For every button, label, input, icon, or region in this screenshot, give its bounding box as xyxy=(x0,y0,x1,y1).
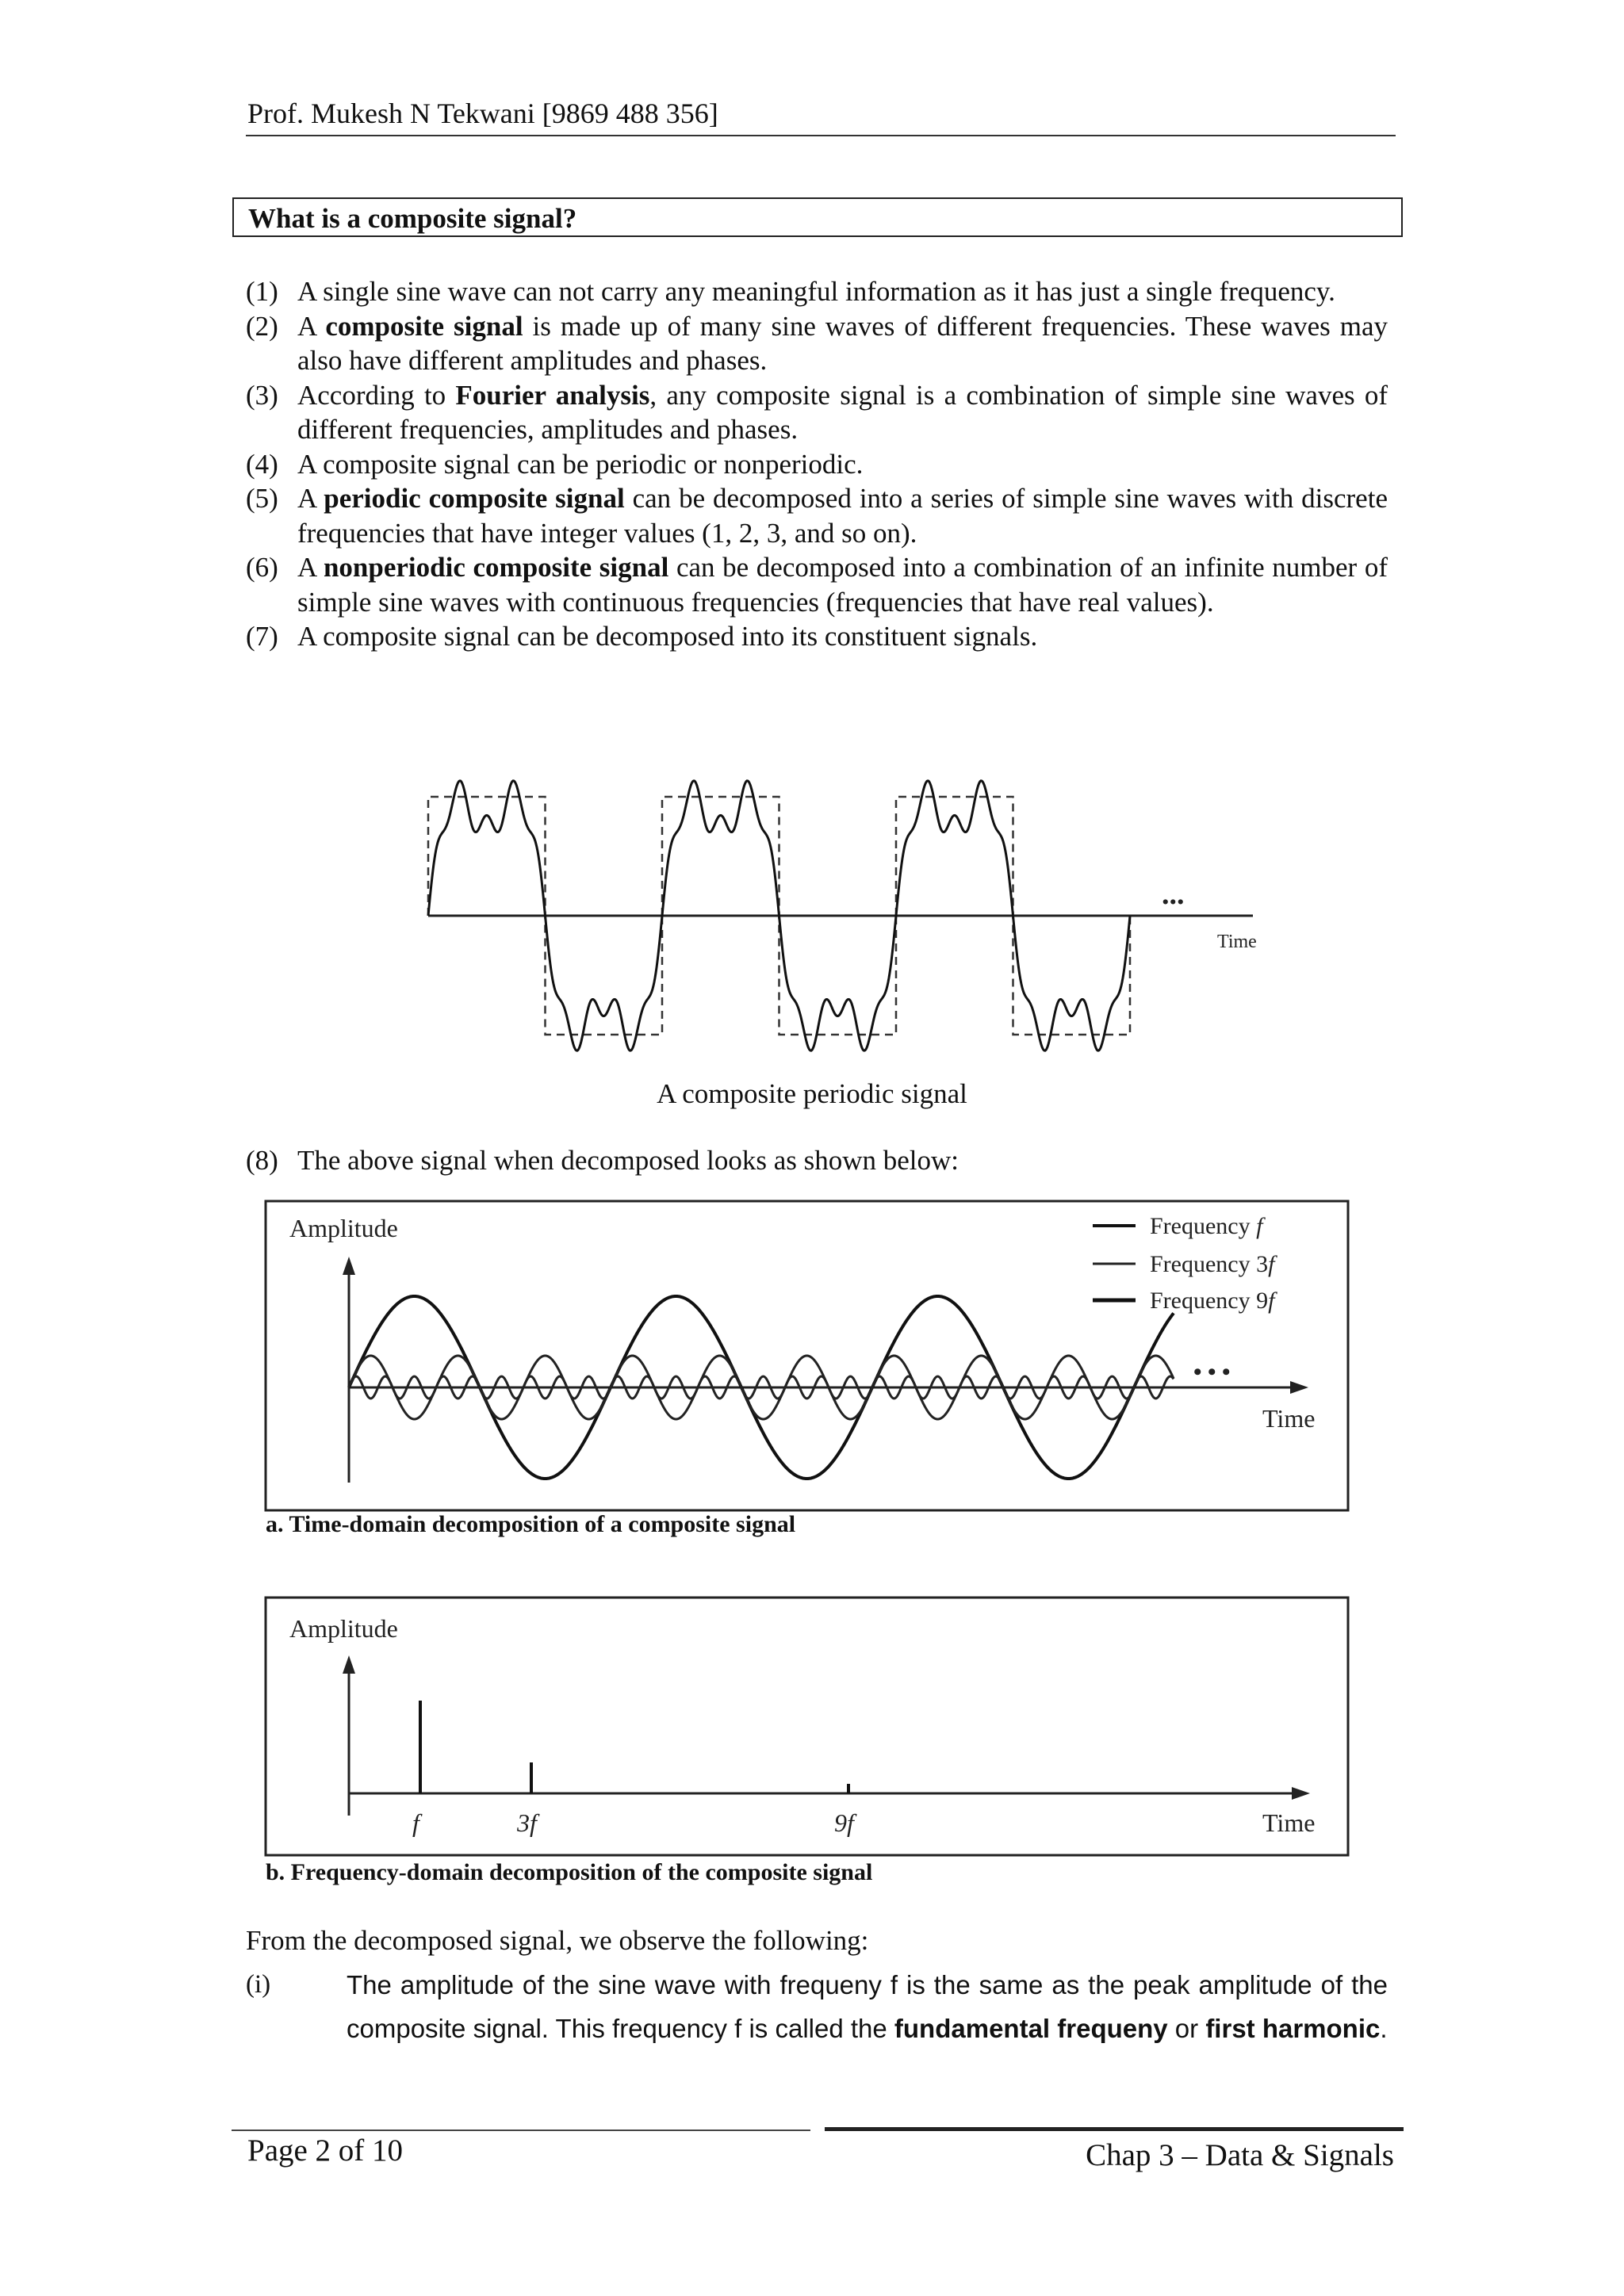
legend-entry-3f: Frequency 3f xyxy=(1150,1251,1275,1277)
list-item xyxy=(246,447,1388,482)
item-text: A composite signal can be decomposed into its constituent signals. xyxy=(297,621,1038,652)
tick-label-f: f xyxy=(412,1808,419,1837)
item-number: (i) xyxy=(246,1970,271,1999)
observation-intro: From the decomposed signal, we observe the following: xyxy=(246,1925,869,1956)
item-text-post: can be decomposed into a series of simple sine waves with discrete frequencies that have integer values (1, 2, 3, and so on). xyxy=(297,483,1388,549)
frequency-domain-figure xyxy=(262,1594,1356,1863)
figure-frame xyxy=(266,1598,1348,1855)
list-item xyxy=(246,378,1388,447)
time-axis-label: Time xyxy=(1262,1808,1316,1837)
item-text: The above signal when decomposed looks as shown below: xyxy=(297,1145,959,1176)
figure1-caption: A composite periodic signal xyxy=(657,1078,967,1109)
observation-item xyxy=(246,1963,1388,2050)
item-bold-term: Fourier analysis xyxy=(455,379,650,411)
legend-entry-9f: Frequency 9f xyxy=(1150,1288,1275,1314)
item-text: A composite signal can be periodic or nonperiodic. xyxy=(297,448,864,480)
figure2-caption: a. Time-domain decomposition of a composite signal xyxy=(266,1511,796,1537)
time-domain-figure xyxy=(262,1197,1356,1530)
observation-text xyxy=(347,1963,1388,2050)
list-item xyxy=(246,481,1388,550)
observation-bold-term: fundamental frequeny xyxy=(894,2014,1168,2043)
chapter-title: Chap 3 – Data & Signals xyxy=(1086,2138,1394,2172)
time-axis-label: Time xyxy=(1217,932,1257,952)
item-number: (5) xyxy=(246,483,278,514)
amplitude-label: Amplitude xyxy=(289,1614,398,1643)
item-text-pre: A xyxy=(297,552,324,583)
ellipsis-text: ... xyxy=(1162,878,1185,911)
composite-signal-figure xyxy=(412,745,1285,1078)
observation-text-post: . xyxy=(1380,2014,1388,2043)
observation-text-mid: or xyxy=(1167,2014,1206,2043)
list-item xyxy=(246,1145,959,1177)
list-item xyxy=(246,309,1388,378)
item-bold-term: nonperiodic composite signal xyxy=(323,552,669,583)
figure3-caption: b. Frequency-domain decomposition of the composite signal xyxy=(266,1859,873,1885)
item-number: (3) xyxy=(246,379,278,411)
footer-rule xyxy=(825,2127,1404,2131)
item-text-post: , any composite signal is a combination of simple sine waves of different frequencies, amplitudes and phases. xyxy=(297,379,1388,445)
tick-label-3f: 3f xyxy=(517,1808,537,1837)
item-number: (4) xyxy=(246,448,278,480)
item-text-post: is made up of many sine waves of different frequencies. These waves may also have different amplitudes and phases. xyxy=(297,310,1388,376)
time-axis-label: Time xyxy=(1262,1404,1316,1433)
list-item xyxy=(246,274,1388,309)
footer-rule xyxy=(232,2130,810,2131)
item-text-pre: A xyxy=(297,483,324,514)
item-number: (1) xyxy=(246,276,278,307)
tick-label-9f: 9f xyxy=(834,1808,854,1837)
ellipsis-text: • • • xyxy=(1193,1359,1231,1385)
item-text: A single sine wave can not carry any meaningful information as it has just a single frequency. xyxy=(297,276,1335,307)
observation-bold-term: first harmonic xyxy=(1205,2014,1381,2043)
amplitude-label: Amplitude xyxy=(289,1214,398,1242)
item-bold-term: periodic composite signal xyxy=(324,483,625,514)
item-number: (6) xyxy=(246,552,278,583)
observation-text-pre: The amplitude of the sine wave with frequeny f is the same as the peak amplitude of the composite signal. This frequency f is called the xyxy=(347,1970,1388,2043)
list-item xyxy=(246,550,1388,619)
item-text-pre: A xyxy=(297,310,326,342)
item-text-pre: According to xyxy=(297,379,456,411)
item-text-post: can be decomposed into a combination of an infinite number of simple sine waves with continuous frequencies (frequencies that have real values). xyxy=(297,552,1388,618)
item-number: (7) xyxy=(246,621,278,652)
page-number: Page 2 of 10 xyxy=(247,2133,404,2168)
point-list xyxy=(246,274,1388,654)
header-rule xyxy=(246,135,1396,136)
item-number: (8) xyxy=(246,1145,278,1176)
list-item xyxy=(246,619,1388,654)
page-header: Prof. Mukesh N Tekwani [9869 488 356] xyxy=(247,98,718,129)
legend-entry-f: Frequency f xyxy=(1150,1213,1263,1239)
item-number: (2) xyxy=(246,310,278,342)
question-title: What is a composite signal? xyxy=(248,203,577,234)
question-box xyxy=(232,197,1403,237)
item-bold-term: composite signal xyxy=(325,310,523,342)
